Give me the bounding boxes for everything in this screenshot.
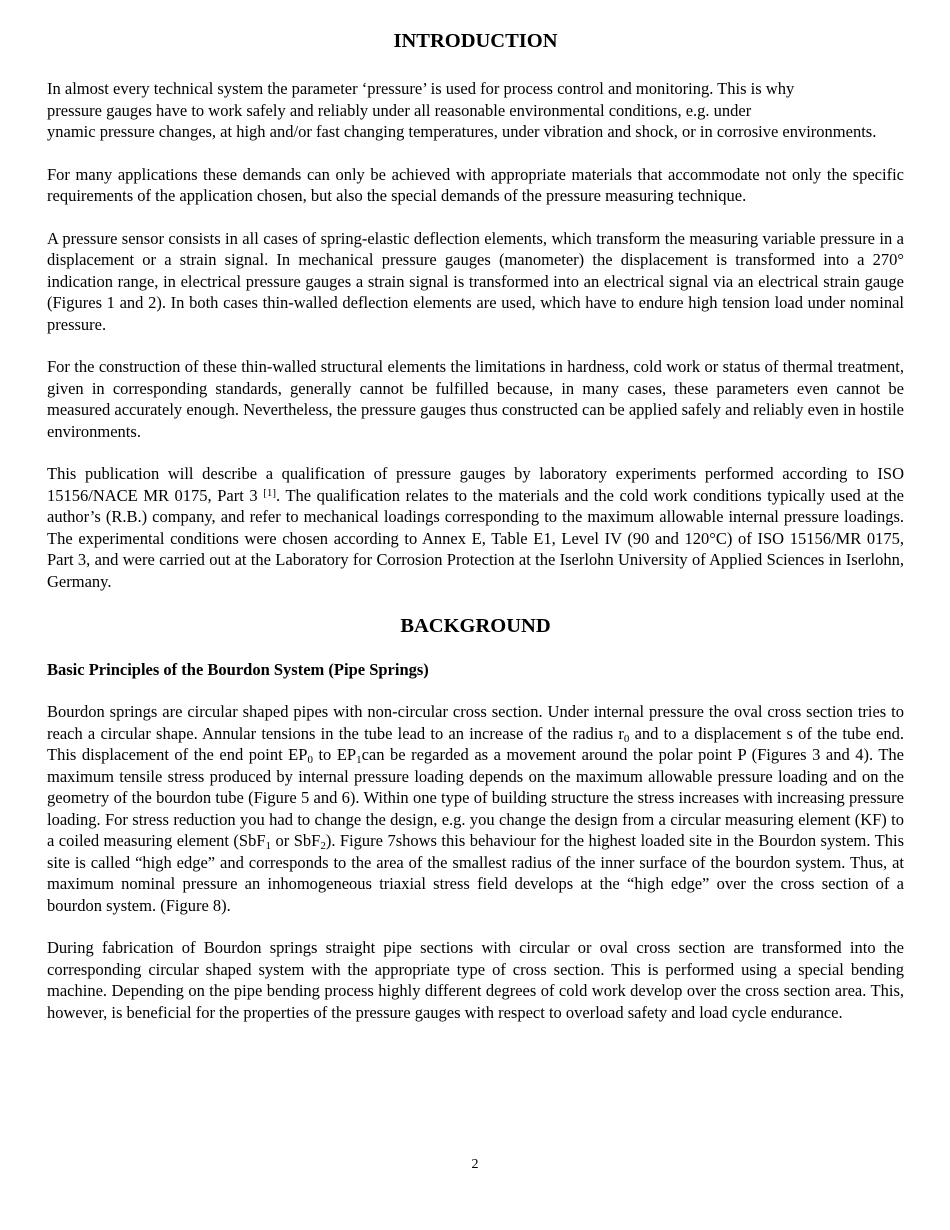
page-number: 2 [471, 1157, 479, 1172]
background-heading: BACKGROUND [400, 615, 551, 637]
background-paragraph-2: During fabrication of Bourdon springs straight pipe sections with circular or oval cross section are transformed into the corresponding circular shaped system with the appropriate type of cross section. This is performed using a special bending machine. Depending on the pipe bending process highly different degrees of cold work develop over the cross section area. This, however, is beneficial for the properties of the pressure gauges with respect to overload safety and load cycle endurance. [47, 938, 904, 1022]
subscript-sbf2: 2 [320, 840, 326, 852]
page-content [47, 28, 904, 1044]
intro-paragraph-4: For the construction of these thin-walled structural elements the limitations in hardness, cold work or status of thermal treatment, given in corresponding standards, generally cannot be fulfilled because, in many cases, these parameters even cannot be measured accurately enough. Nevertheless, the pressure gauges thus constructed can be applied safely and reliably even in hostile environments. [47, 357, 904, 441]
bg-p1-text-6: ). Figure 7shows this behaviour for the highest loaded site in the Bourdon system. This site is called “high edge” and corresponds to the area of the smallest radius of the inner surface of the bourdon system. Thus, at maximum nominal pressure an inhomogeneous triaxial stress field develops at the “high edge” over the cross section of a bourdon system. (Figure 8). [47, 831, 904, 915]
background-paragraph-1 [47, 701, 904, 916]
intro-paragraph-3: A pressure sensor consists in all cases of spring-elastic deflection elements, which transform the measuring variable pressure in a displacement or a strain signal. In mechanical pressure gauges (manometer) the displacement is transformed into a 270° indication range, in electrical pressure gauges a strain signal is transformed into an electrical signal via an electrical strain gauge (Figures 1 and 2). In both cases thin-walled deflection elements are used, which have to endure high tension load under nominal pressure. [47, 228, 904, 334]
subscript-r0: 0 [623, 732, 630, 745]
intro-p1-line-1: In almost every technical system the parameter ‘pressure’ is used for process control and monitoring. This is why [47, 79, 795, 98]
intro-p5-text-a: This publication will describe a qualification of pressure gauges by laboratory experiments performed according to ISO 15156/NACE MR 0175, Part 3 [47, 464, 904, 505]
intro-p1-rest: ynamic pressure changes, at high and/or fast changing temperatures, under vibration and shock, or in corrosive environments. [47, 122, 877, 141]
bourdon-subheading: Basic Principles of the Bourdon System (Pipe Springs) [47, 660, 429, 679]
intro-p5-text-b: . The qualification relates to the materials and the cold work conditions typically used at the author’s (R.B.) company, and refer to mechanical loadings corresponding to the maximum allowable internal pressure loadings. The experimental conditions were chosen according to Annex E, Table E1, Level IV (90 and 120°C) of ISO 15156/MR 0175, Part 3, and were carried out at the Laboratory for Corrosion Protection at the Iserlohn University of Applied Sciences in Iserlohn, Germany. [47, 485, 904, 591]
bg-p1-text-3: to EP [312, 745, 357, 764]
intro-p1-line-2: pressure gauges have to work safely and reliably under all reasonable environmental conditions, e.g. under [47, 100, 752, 120]
intro-paragraph-2: For many applications these demands can only be achieved with appropriate materials that accommodate not only the specific requirements of the application chosen, but also the special demands of the pressure measuring technique. [47, 164, 904, 205]
citation-ref-1: [1] [263, 486, 277, 499]
intro-paragraph-1 [47, 78, 904, 143]
bg-p1-text-2: and to a displacement s of the tube end. This displacement of the end point EP [47, 723, 905, 764]
subscript-ep0: 0 [307, 754, 313, 766]
subscript-ep1: 1 [356, 754, 362, 766]
subscript-sbf1: 1 [265, 840, 272, 852]
introduction-heading: INTRODUCTION [393, 30, 558, 52]
bg-p1-text-5: or SbF [271, 831, 321, 850]
bg-p1-text-4: can be regarded as a movement around the polar point P (Figures 3 and 4). The maximum tensile stress produced by internal pressure loading depends on the maximum allowable pressure loading and on the geometry of the bourdon tube (Figure 5 and 6). Within one type of building structure the stress increases with increasing pressure loading. For stress reduction you had to change the design, e.g. you change the design from a circular measuring element (KF) to a coiled measuring element (SbF [47, 745, 904, 850]
bg-p1-text-1: Bourdon springs are circular shaped pipes with non-circular cross section. Under internal pressure the oval cross section tries to reach a circular shape. Annular tensions in the tube lead to an increase of the radius r [47, 702, 904, 743]
intro-paragraph-5 [47, 463, 904, 592]
